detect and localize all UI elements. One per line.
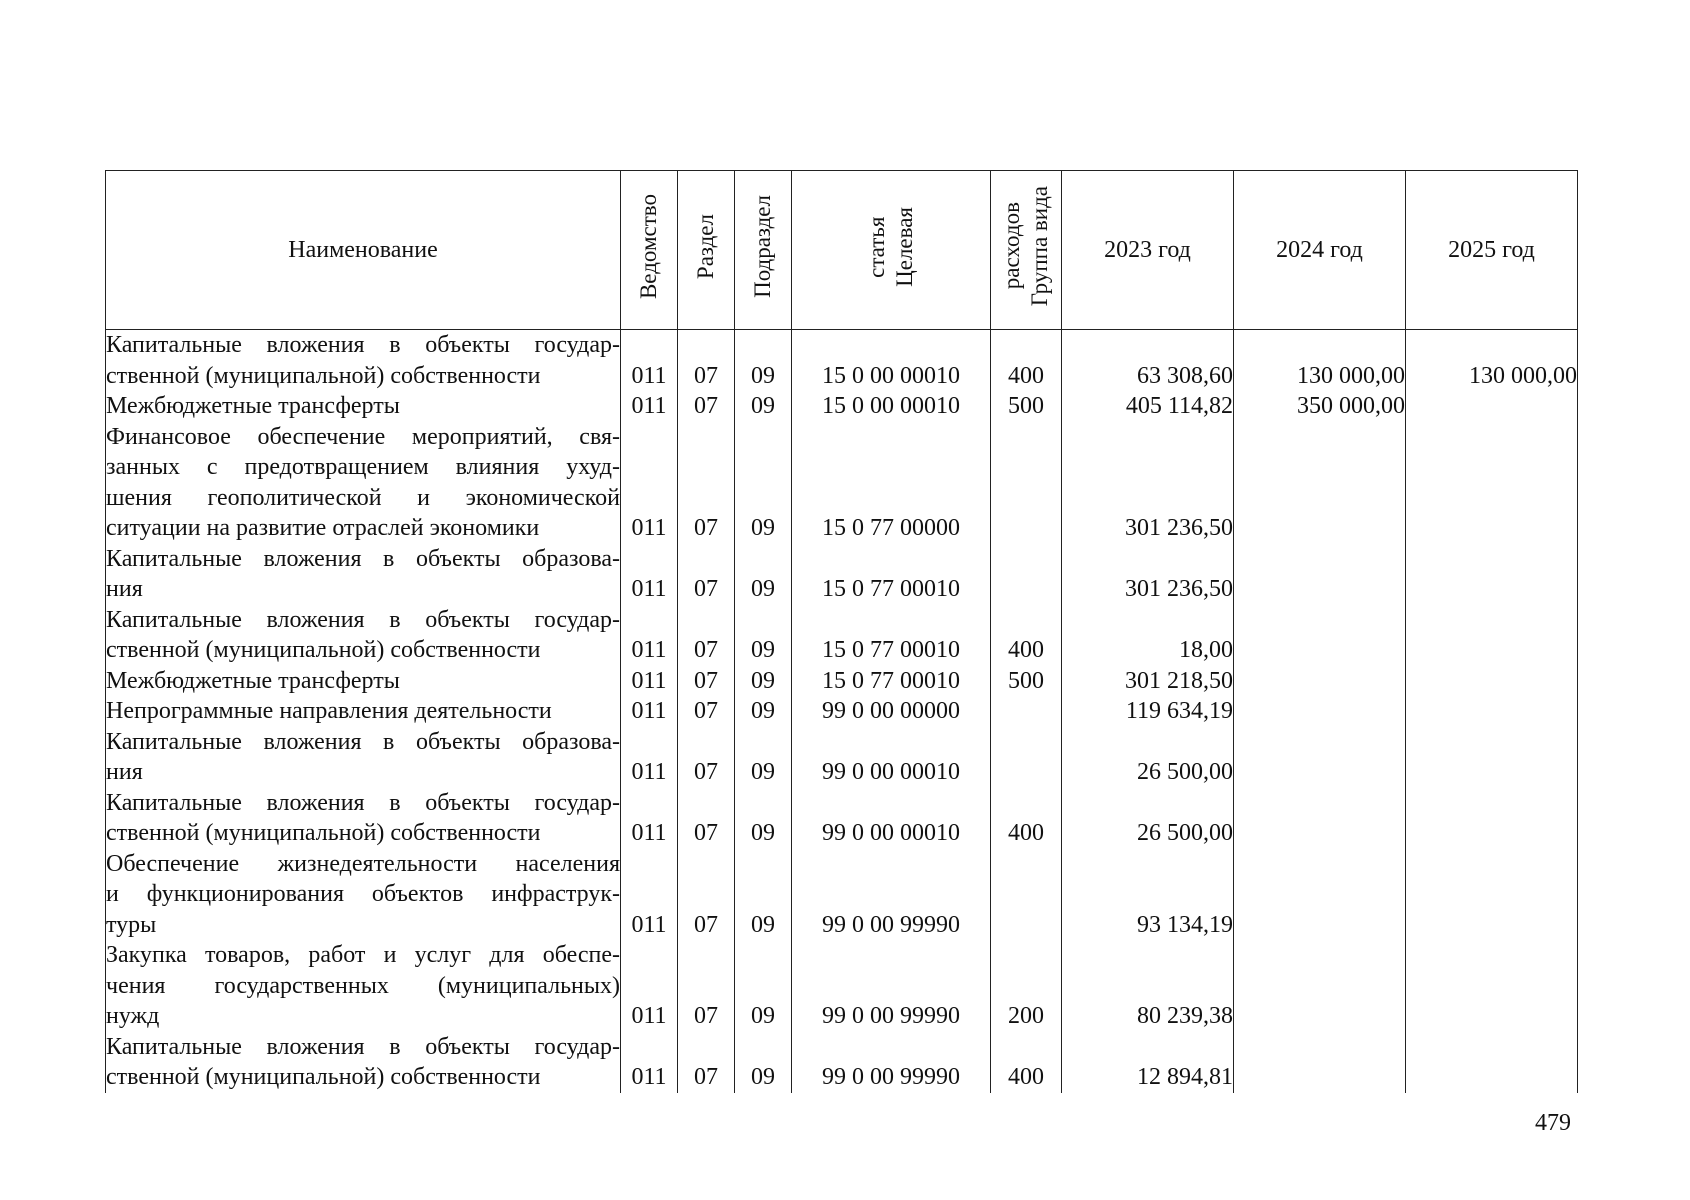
row-name-line: нужд: [106, 1003, 160, 1029]
row-value-2024: [1234, 544, 1406, 605]
row-razdel: 07: [678, 422, 735, 544]
row-name-line: ственной (муниципальной) собственности: [106, 362, 541, 389]
row-value-2023: 405 114,82: [1062, 391, 1234, 422]
row-name-line: ситуации на развитие отраслей экономики: [106, 515, 540, 541]
row-razdel: 07: [678, 727, 735, 788]
row-name-line: чения государственных (муниципальных): [106, 972, 620, 999]
row-name-line: Закупка товаров, работ и услуг для обеспе-: [106, 942, 620, 968]
row-razdel: 07: [678, 544, 735, 605]
table-row: [106, 330, 1578, 392]
row-value-2025: 130 000,00: [1406, 330, 1578, 392]
row-gruppa: [991, 544, 1062, 605]
row-gruppa: [991, 422, 1062, 544]
row-gruppa: [991, 696, 1062, 727]
table-row: [106, 391, 1578, 422]
row-value-2024: [1234, 727, 1406, 788]
row-celevaya-statya: 99 0 00 99990: [792, 849, 991, 941]
row-name: [106, 422, 621, 544]
row-name: [106, 696, 621, 727]
row-celevaya-statya: 99 0 00 99990: [792, 1032, 991, 1093]
row-value-2024: [1234, 422, 1406, 544]
header-2023: 2023 год: [1062, 171, 1234, 330]
row-name-line: Капитальные вложения в объекты государ-: [106, 789, 620, 816]
table-row: [106, 727, 1578, 788]
table-row: [106, 788, 1578, 849]
row-name-line: ния: [106, 759, 143, 785]
row-name: [106, 1032, 621, 1093]
row-podrazdel: 09: [735, 422, 792, 544]
table-row: [106, 849, 1578, 941]
row-name-line: Финансовое обеспечение мероприятий, свя-: [106, 423, 620, 450]
row-podrazdel: 09: [735, 391, 792, 422]
page-number: 479: [1535, 1110, 1571, 1136]
table-row: [106, 605, 1578, 666]
table-row: [106, 1032, 1578, 1093]
row-gruppa: 500: [991, 391, 1062, 422]
row-value-2023: 301 236,50: [1062, 422, 1234, 544]
table-row: [106, 666, 1578, 697]
row-vedomstvo: 011: [621, 788, 678, 849]
row-value-2024: [1234, 1032, 1406, 1093]
row-value-2024: [1234, 788, 1406, 849]
row-name: [106, 788, 621, 849]
row-celevaya-statya: 99 0 00 99990: [792, 940, 991, 1032]
row-celevaya-statya: 15 0 77 00000: [792, 422, 991, 544]
header-2024: 2024 год: [1234, 171, 1406, 330]
table-row: [106, 544, 1578, 605]
row-value-2024: [1234, 940, 1406, 1032]
header-celevaya-statya: Целевая статья: [792, 171, 991, 330]
row-gruppa: 500: [991, 666, 1062, 697]
row-vedomstvo: 011: [621, 422, 678, 544]
row-name: [106, 940, 621, 1032]
row-value-2025: [1406, 391, 1578, 422]
header-podrazdel: Подраздел: [735, 171, 792, 330]
row-value-2024: 350 000,00: [1234, 391, 1406, 422]
header-gruppa-vida-rashodov: Группа вида расходов: [991, 171, 1062, 330]
row-celevaya-statya: 15 0 77 00010: [792, 605, 991, 666]
row-value-2023: 301 218,50: [1062, 666, 1234, 697]
row-value-2023: 301 236,50: [1062, 544, 1234, 605]
row-name-line: ственной (муниципальной) собственности: [106, 820, 541, 846]
row-value-2023: 18,00: [1062, 605, 1234, 666]
row-celevaya-statya: 99 0 00 00010: [792, 788, 991, 849]
row-name-line: шения геополитической и экономической: [106, 484, 620, 511]
row-vedomstvo: 011: [621, 1032, 678, 1093]
row-vedomstvo: 011: [621, 391, 678, 422]
header-razdel: Раздел: [678, 171, 735, 330]
row-celevaya-statya: 15 0 77 00010: [792, 666, 991, 697]
row-name: [106, 544, 621, 605]
row-podrazdel: 09: [735, 544, 792, 605]
row-vedomstvo: 011: [621, 330, 678, 392]
row-name-line: Капитальные вложения в объекты образова-: [106, 728, 620, 755]
row-gruppa: 400: [991, 330, 1062, 392]
row-celevaya-statya: 99 0 00 00010: [792, 727, 991, 788]
header-2025: 2025 год: [1406, 171, 1578, 330]
row-name: [106, 605, 621, 666]
row-value-2024: 130 000,00: [1234, 330, 1406, 392]
row-value-2024: [1234, 666, 1406, 697]
row-value-2025: [1406, 788, 1578, 849]
row-value-2024: [1234, 605, 1406, 666]
row-vedomstvo: 011: [621, 544, 678, 605]
row-name-line: занных с предотвращением влияния ухуд-: [106, 454, 620, 480]
row-name-line: туры: [106, 911, 157, 938]
budget-table: [105, 170, 1578, 1093]
row-value-2023: 93 134,19: [1062, 849, 1234, 941]
table-row: [106, 696, 1578, 727]
row-gruppa: [991, 849, 1062, 941]
row-value-2025: [1406, 422, 1578, 544]
row-value-2023: 80 239,38: [1062, 940, 1234, 1032]
row-value-2023: 26 500,00: [1062, 727, 1234, 788]
table-body: [106, 330, 1578, 1093]
row-value-2025: [1406, 727, 1578, 788]
row-value-2025: [1406, 1032, 1578, 1093]
row-name-line: Капитальные вложения в объекты государ-: [106, 606, 620, 633]
row-name-line: Непрограммные направления деятельности: [106, 698, 552, 724]
row-razdel: 07: [678, 940, 735, 1032]
row-gruppa: 400: [991, 788, 1062, 849]
row-value-2025: [1406, 940, 1578, 1032]
row-name-line: ственной (муниципальной) собственности: [106, 1064, 541, 1090]
row-gruppa: 200: [991, 940, 1062, 1032]
row-name-line: ственной (муниципальной) собственности: [106, 637, 541, 663]
row-podrazdel: 09: [735, 940, 792, 1032]
row-podrazdel: 09: [735, 1032, 792, 1093]
row-name: [106, 330, 621, 392]
row-razdel: 07: [678, 696, 735, 727]
row-podrazdel: 09: [735, 330, 792, 392]
row-razdel: 07: [678, 849, 735, 941]
header-name: Наименование: [106, 171, 621, 330]
row-name-line: Капитальные вложения в объекты образова-: [106, 545, 620, 572]
row-value-2025: [1406, 605, 1578, 666]
row-podrazdel: 09: [735, 666, 792, 697]
row-vedomstvo: 011: [621, 940, 678, 1032]
row-celevaya-statya: 15 0 77 00010: [792, 544, 991, 605]
header-vedomstvo: Ведомство: [621, 171, 678, 330]
row-name: [106, 666, 621, 697]
row-gruppa: [991, 727, 1062, 788]
row-name: [106, 391, 621, 422]
row-value-2023: 63 308,60: [1062, 330, 1234, 392]
row-vedomstvo: 011: [621, 696, 678, 727]
row-razdel: 07: [678, 666, 735, 697]
row-name-line: Капитальные вложения в объекты государ-: [106, 1033, 620, 1060]
row-name-line: и функционирования объектов инфраструк-: [106, 881, 620, 907]
table-row: [106, 422, 1578, 544]
row-value-2023: 26 500,00: [1062, 788, 1234, 849]
row-name-line: ния: [106, 576, 143, 602]
row-vedomstvo: 011: [621, 849, 678, 941]
row-podrazdel: 09: [735, 605, 792, 666]
row-podrazdel: 09: [735, 788, 792, 849]
row-name-line: Обеспечение жизнедеятельности населения: [106, 850, 620, 877]
row-value-2024: [1234, 849, 1406, 941]
row-razdel: 07: [678, 788, 735, 849]
row-name: [106, 727, 621, 788]
header-row: [106, 171, 1578, 330]
row-razdel: 07: [678, 391, 735, 422]
row-name-line: Межбюджетные трансферты: [106, 667, 400, 694]
row-vedomstvo: 011: [621, 666, 678, 697]
row-podrazdel: 09: [735, 696, 792, 727]
row-razdel: 07: [678, 605, 735, 666]
row-razdel: 07: [678, 330, 735, 392]
row-celevaya-statya: 15 0 00 00010: [792, 330, 991, 392]
row-value-2025: [1406, 544, 1578, 605]
row-value-2025: [1406, 696, 1578, 727]
row-vedomstvo: 011: [621, 727, 678, 788]
row-gruppa: 400: [991, 1032, 1062, 1093]
row-name: [106, 849, 621, 941]
row-celevaya-statya: 15 0 00 00010: [792, 391, 991, 422]
row-vedomstvo: 011: [621, 605, 678, 666]
row-value-2024: [1234, 696, 1406, 727]
row-razdel: 07: [678, 1032, 735, 1093]
row-celevaya-statya: 99 0 00 00000: [792, 696, 991, 727]
row-podrazdel: 09: [735, 727, 792, 788]
row-gruppa: 400: [991, 605, 1062, 666]
row-name-line: Капитальные вложения в объекты государ-: [106, 332, 620, 358]
row-value-2025: [1406, 666, 1578, 697]
row-name-line: Межбюджетные трансферты: [106, 393, 400, 419]
row-podrazdel: 09: [735, 849, 792, 941]
row-value-2023: 12 894,81: [1062, 1032, 1234, 1093]
row-value-2025: [1406, 849, 1578, 941]
row-value-2023: 119 634,19: [1062, 696, 1234, 727]
table-row: [106, 940, 1578, 1032]
